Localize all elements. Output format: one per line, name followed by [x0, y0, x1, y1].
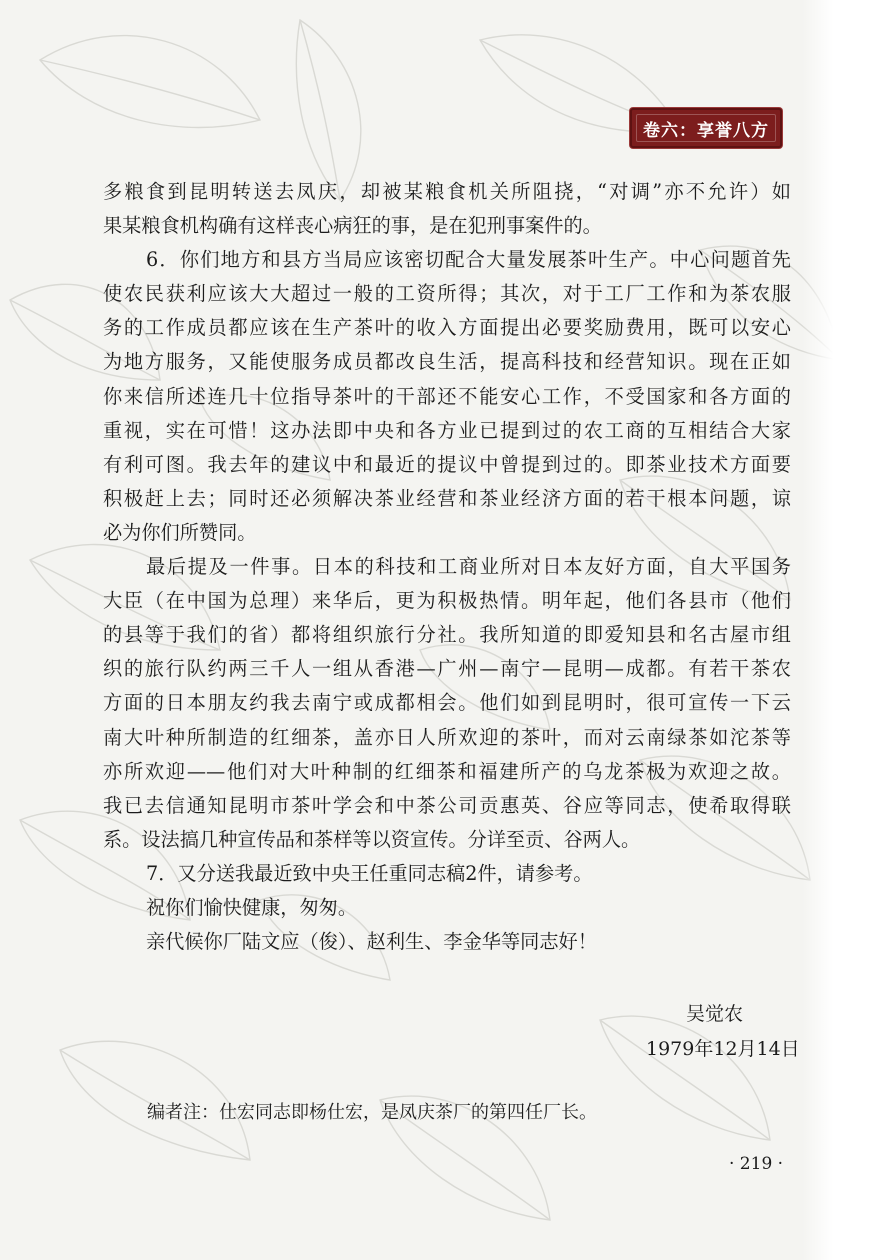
- signature-date: 1979年12月14日: [646, 1038, 800, 1060]
- chapter-badge-label: 卷六：享誉八方: [643, 120, 769, 141]
- text-line: 祝你们愉快健康，匆匆。: [146, 895, 358, 919]
- text-line: 亦所欢迎——他们对大叶种制的红细茶和福建所产的乌龙茶极为欢迎之故。: [103, 759, 791, 783]
- text-line: 亲代候你厂陆文应（俊）、赵利生、李金华等同志好！: [146, 930, 597, 954]
- text-line: 南大叶种所制造的红细茶，盖亦日人所欢迎的茶叶，而对云南绿茶如沱茶等: [103, 725, 791, 749]
- chapter-badge: [630, 108, 782, 148]
- paragraph-1: [103, 175, 791, 243]
- text-line: 必为你们所赞同。: [103, 520, 257, 544]
- text-line: 大臣（在中国为总理）来华后，更为积极热情。明年起，他们各县市（他们: [103, 589, 791, 613]
- text-line: 最后提及一件事。日本的科技和工商业所对日本友好方面，自大平国务: [146, 555, 791, 579]
- text-line: 果某粮食机构确有这样丧心病狂的事，是在犯刑事案件的。: [103, 214, 602, 238]
- paragraph-4: [103, 857, 791, 891]
- text-line: 为地方服务，又能使服务成员都改良生活，提高科技和经营知识。现在正如: [103, 350, 791, 374]
- text-line: 6．你们地方和县方当局应该密切配合大量发展茶叶生产。中心问题首先: [146, 248, 791, 272]
- text-line: 多粮食到昆明转送去凤庆，却被某粮食机关所阻挠，“对调”亦不允许）如: [103, 180, 791, 203]
- text-line: 积极赶上去；同时还必须解决茶业经营和茶业经济方面的若干根本问题，谅: [103, 486, 791, 510]
- page-right-edge: [802, 0, 892, 1260]
- text-line: 织的旅行队约两三千人一组从香港—广州—南宁—昆明—成都。有若干茶农: [103, 657, 791, 681]
- text-line: 重视，实在可惜！这办法即中央和各方业已提到过的农工商的互相结合大家: [103, 418, 791, 442]
- paragraph-2: [103, 243, 791, 550]
- paragraph-5: [103, 891, 791, 925]
- text-line: 使农民获利应该大大超过一般的工资所得；其次，对于工厂工作和为茶农服: [103, 282, 791, 306]
- page-number: · 219 ·: [729, 1154, 784, 1174]
- text-line: 方面的日本朋友约我去南宁或成都相会。他们如到昆明时，很可宣传一下云: [103, 691, 791, 715]
- text-line: 务的工作成员都应该在生产茶叶的收入方面提出必要奖励费用，既可以安心: [103, 316, 791, 340]
- paragraph-6: [103, 925, 791, 959]
- letter-body: [103, 175, 791, 959]
- editor-note: 编者注：仕宏同志即杨仕宏，是凤庆茶厂的第四任厂长。: [147, 1102, 597, 1123]
- text-line: 7．又分送我最近致中央王任重同志稿2件，请参考。: [146, 861, 593, 885]
- text-line: 有利可图。我去年的建议中和最近的提议中曾提到过的。即茶业技术方面要: [103, 452, 791, 476]
- text-line: 系。设法搞几种宣传品和茶样等以资宣传。分详至贡、谷两人。: [103, 827, 641, 851]
- text-line: 我已去信通知昆明市茶叶学会和中茶公司贡惠英、谷应等同志，使希取得联: [103, 793, 791, 817]
- paragraph-3: [103, 550, 791, 857]
- signature-name: 吴觉农: [686, 1003, 744, 1025]
- text-line: 你来信所述连几十位指导茶叶的干部还不能安心工作，不受国家和各方面的: [103, 384, 791, 408]
- text-line: 的县等于我们的省）都将组织旅行分社。我所知道的即爱知县和名古屋市组: [103, 623, 791, 647]
